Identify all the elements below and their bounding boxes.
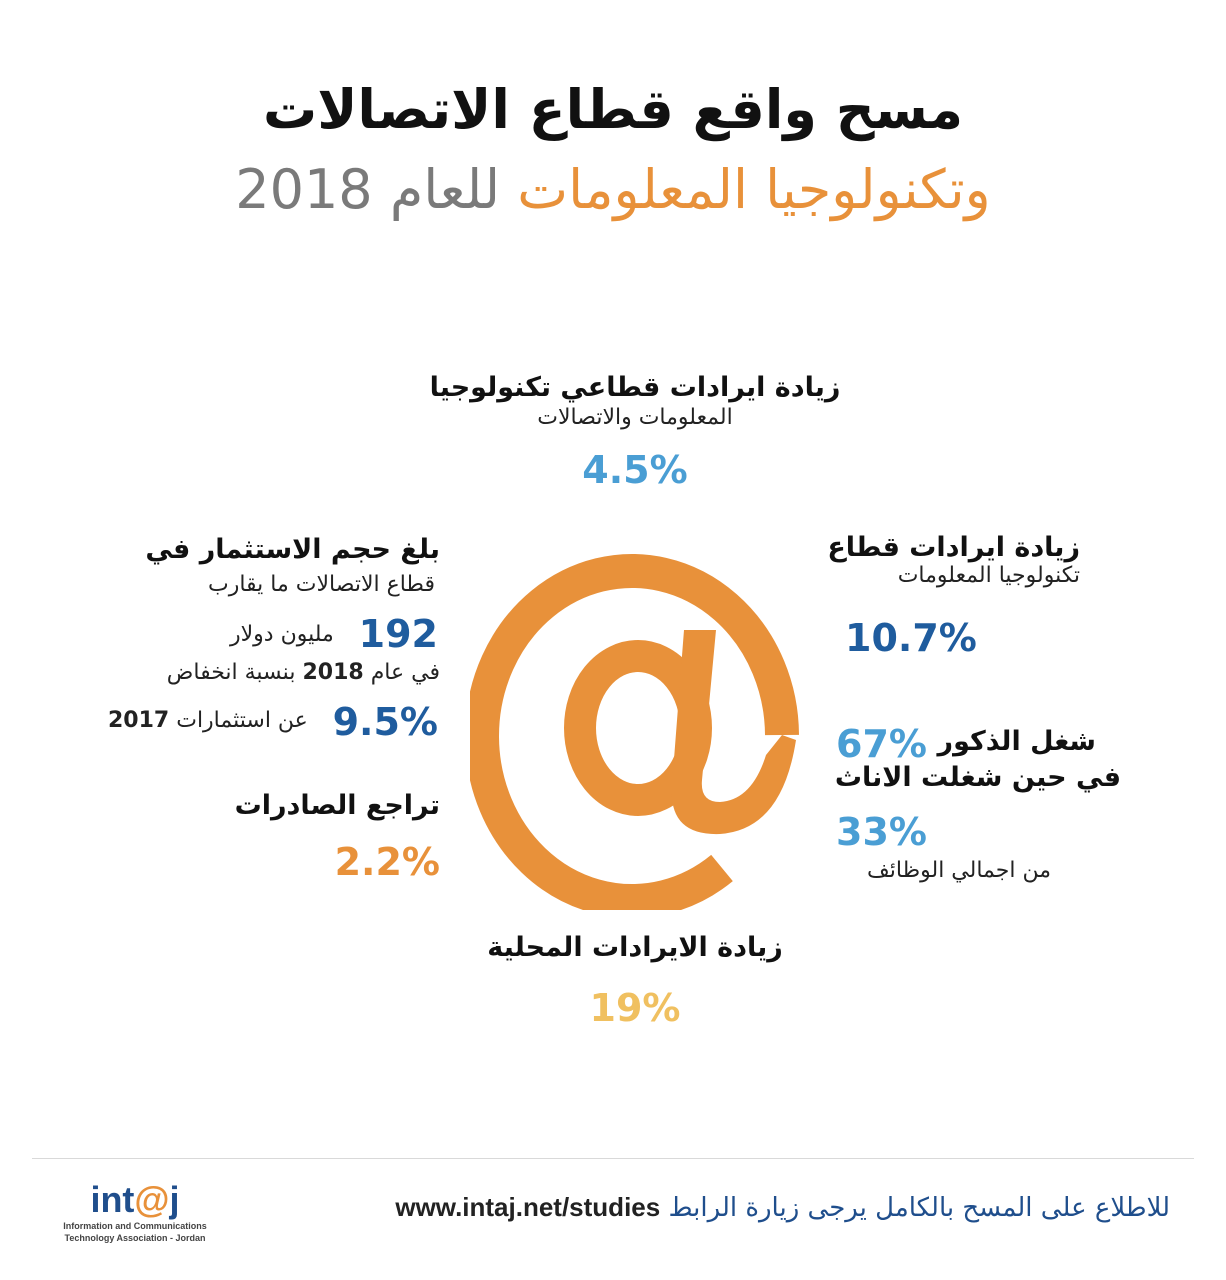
investment-year-prefix: في عام	[370, 660, 440, 685]
female-employment-label: في حين شغلت الاناث	[834, 762, 1121, 793]
footer-divider	[32, 1158, 1194, 1159]
investment-compare	[108, 708, 308, 733]
employment-sub: من اجمالي الوظائف	[867, 858, 1051, 883]
local-revenue-value: 19%	[589, 986, 681, 1030]
at-sign-icon	[470, 530, 800, 910]
ict-revenue-sub: المعلومات والاتصالات	[537, 405, 733, 430]
investment-year-suffix: بنسبة انخفاض	[166, 660, 296, 685]
investment-year: 2018	[302, 660, 364, 685]
investment-amount: 192	[358, 612, 438, 656]
logo-prefix: int	[90, 1179, 135, 1220]
logo-tagline	[55, 1220, 215, 1244]
it-revenue-value: 10.7%	[845, 616, 977, 660]
male-employment-label: شغل الذكور	[937, 726, 1096, 757]
ict-revenue-value: 4.5%	[582, 448, 688, 492]
it-revenue-block	[827, 532, 1080, 588]
investment-decline-value: 9.5%	[332, 700, 438, 744]
exports-value: 2.2%	[334, 840, 440, 884]
ict-revenue-block	[380, 372, 890, 492]
female-employment-value: 33%	[836, 810, 927, 854]
footer-cta-text: للاطلاع على المسح بالكامل يرجى زيارة الرابط	[668, 1193, 1170, 1223]
studies-link[interactable]: www.intaj.net/studies	[395, 1192, 661, 1222]
footer-cta	[395, 1192, 1170, 1223]
logo-suffix: j	[169, 1179, 180, 1220]
investment-heading: بلغ حجم الاستثمار في	[145, 534, 440, 565]
intaj-logo	[55, 1179, 215, 1244]
subtitle-year: للعام 2018	[235, 158, 501, 221]
local-revenue-heading: زيادة الايرادات المحلية	[487, 932, 783, 963]
logo-tagline-1: Information and Communications	[63, 1221, 207, 1231]
investment-year-row	[100, 660, 440, 685]
page-subtitle	[0, 158, 1226, 221]
logo-at: @	[134, 1179, 170, 1220]
investment-decline-row	[100, 700, 438, 748]
subtitle-sector: وتكنولوجيا المعلومات	[517, 158, 991, 221]
page-title: مسح واقع قطاع الاتصالات	[262, 78, 964, 141]
logo-tagline-2: Technology Association - Jordan	[64, 1233, 206, 1243]
exports-heading: تراجع الصادرات	[234, 790, 440, 821]
investment-sub: قطاع الاتصالات ما يقارب	[208, 572, 435, 597]
logo-wordmark	[55, 1179, 215, 1220]
it-revenue-sub: تكنولوجيا المعلومات	[897, 563, 1080, 588]
investment-compare-prefix: عن استثمارات	[176, 708, 308, 733]
ict-revenue-heading: زيادة ايرادات قطاعي تكنولوجيا	[429, 372, 841, 403]
investment-compare-year: 2017	[108, 708, 170, 733]
investment-amount-unit: مليون دولار	[230, 622, 334, 647]
it-revenue-heading: زيادة ايرادات قطاع	[827, 532, 1080, 563]
male-employment-value: 67%	[836, 722, 927, 766]
investment-amount-row	[180, 612, 438, 660]
